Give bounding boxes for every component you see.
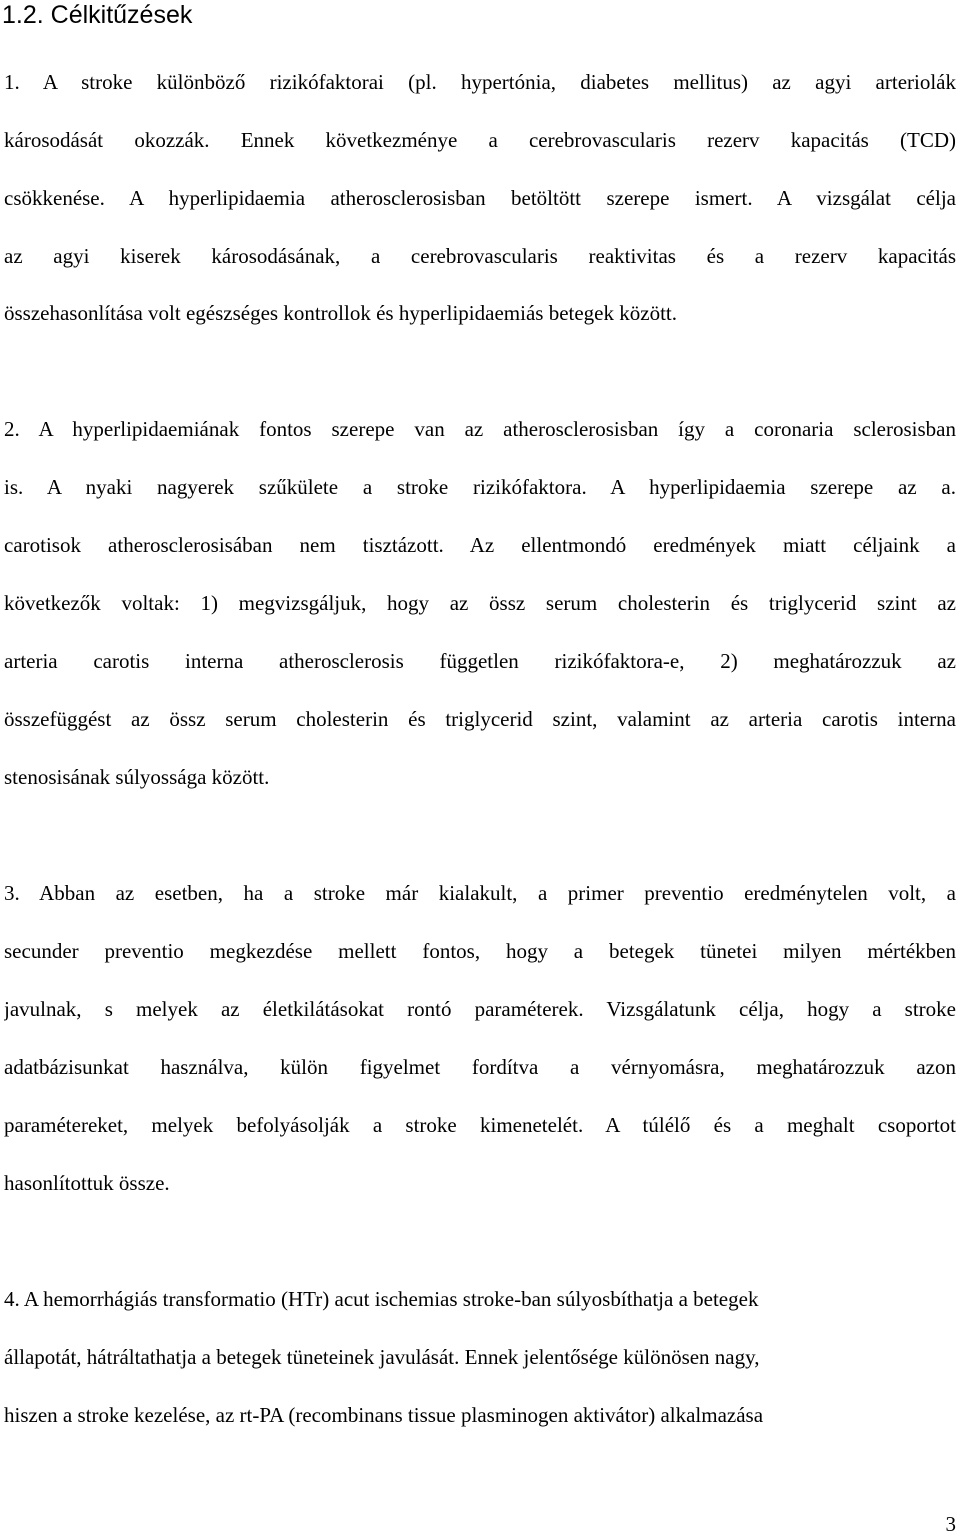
text-line: arteria carotis interna atherosclerosis független rizikófaktora-e, 2) meghatározzuk az	[4, 649, 956, 673]
text-line: paramétereket, melyek befolyásolják a stroke kimenetelét. A túlélő és a meghalt csoportot	[4, 1113, 956, 1137]
text-line: 4. A hemorrhágiás transformatio (HTr) acut ischemias stroke-ban súlyosbíthatja a betegek	[4, 1287, 759, 1311]
text-line: javulnak, s melyek az életkilátásokat rontó paraméterek. Vizsgálatunk célja, hogy a stroke	[4, 997, 956, 1021]
text-line: károsodását okozzák. Ennek következménye a cerebrovascularis rezerv kapacitás (TCD)	[4, 128, 956, 152]
text-line: hiszen a stroke kezelése, az rt-PA (recombinans tissue plasminogen aktivátor) alkalmazása	[4, 1403, 764, 1427]
text-line: 3. Abban az esetben, ha a stroke már kialakult, a primer preventio eredménytelen volt, a	[4, 881, 956, 905]
text-line: stenosisának súlyossága között.	[4, 765, 270, 789]
page-number: 3	[945, 1512, 956, 1536]
text-line: adatbázisunkat használva, külön figyelmet fordítva a vérnyomásra, meghatározzuk azon	[4, 1055, 956, 1079]
text-line: 2. A hyperlipidaemiának fontos szerepe van az atherosclerosisban így a coronaria sclerosisban	[4, 417, 956, 441]
text-line: carotisok atherosclerosisában nem tisztázott. Az ellentmondó eredmények miatt céljaink a	[4, 533, 956, 557]
text-line: is. A nyaki nagyerek szűkülete a stroke rizikófaktora. A hyperlipidaemia szerepe az a.	[4, 475, 956, 499]
text-line: secunder preventio megkezdése mellett fontos, hogy a betegek tünetei milyen mértékben	[4, 939, 956, 963]
text-line: 1. A stroke különböző rizikófaktorai (pl. hypertónia, diabetes mellitus) az agyi arteriolák	[4, 70, 956, 94]
text-line: összefüggést az össz serum cholesterin és triglycerid szint, valamint az arteria carotis interna	[4, 707, 956, 731]
text-line: összehasonlítása volt egészséges kontrollok és hyperlipidaemiás betegek között.	[4, 301, 677, 325]
text-line: állapotát, hátráltathatja a betegek tüneteinek javulását. Ennek jelentősége különösen nagy,	[4, 1345, 760, 1369]
text-line: következők voltak: 1) megvizsgáljuk, hogy az össz serum cholesterin és triglycerid szint az	[4, 591, 956, 615]
section-title: 1.2. Célkitűzések	[2, 1, 193, 29]
text-line: csökkenése. A hyperlipidaemia atherosclerosisban betöltött szerepe ismert. A vizsgálat célja	[4, 186, 956, 210]
text-line: hasonlítottuk össze.	[4, 1171, 170, 1195]
text-line: az agyi kiserek károsodásának, a cerebrovascularis reaktivitas és a rezerv kapacitás	[4, 244, 956, 268]
